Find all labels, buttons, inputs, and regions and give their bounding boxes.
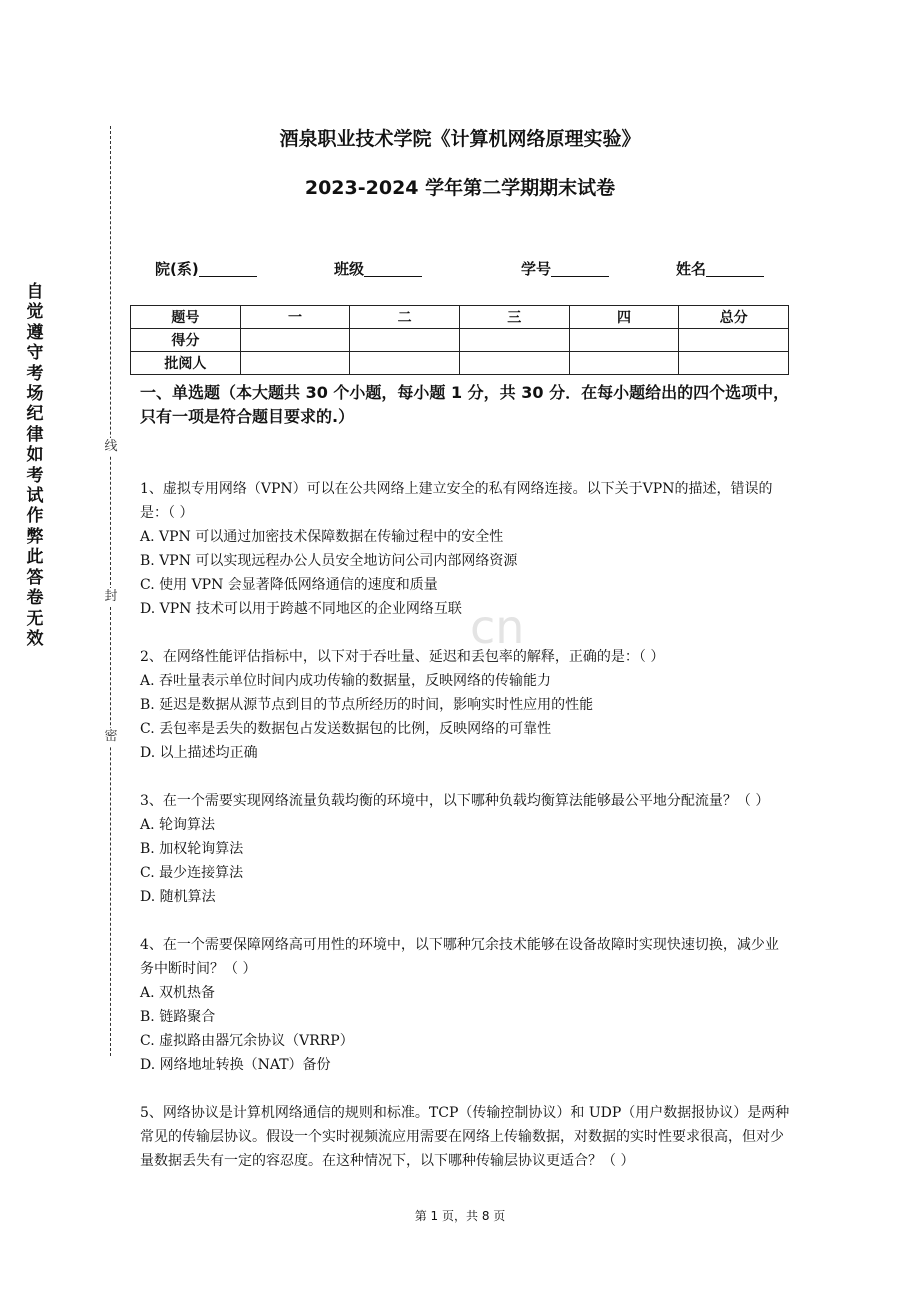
table-row — [131, 329, 789, 352]
option: B. 加权轮询算法 — [140, 841, 244, 857]
question-stem: 1、虚拟专用网络（VPN）可以在公共网络上建立安全的私有网络连接。以下关于VPN的描述，错误的是：（ ） — [140, 481, 773, 521]
table-cell[interactable] — [350, 329, 460, 352]
watermark: cn — [470, 600, 525, 654]
option: A. 双机热备 — [140, 985, 216, 1001]
option: D. 以上描述均正确 — [140, 745, 258, 761]
table-cell[interactable] — [679, 352, 789, 375]
question-stem: 5、网络协议是计算机网络通信的规则和标准。TCP（传输控制协议）和 UDP（用户数据报协议）是两种常见的传输层协议。假设一个实时视频流应用需要在网络上传输数据，对数据的实时性要求很高，但对少量数据丢失有一定的容忍度。在这种情况下，以下哪种传输层协议更适合？（ ） — [140, 1105, 790, 1169]
table-cell: 总分 — [679, 306, 789, 329]
question-5 — [140, 1101, 790, 1173]
table-cell: 二 — [350, 306, 460, 329]
table-cell[interactable] — [569, 329, 679, 352]
table-cell[interactable] — [569, 352, 679, 375]
table-cell[interactable] — [240, 329, 350, 352]
question-list — [140, 477, 790, 1173]
table-cell[interactable] — [240, 352, 350, 375]
field-blank[interactable] — [364, 261, 422, 277]
table-cell[interactable] — [679, 329, 789, 352]
table-cell[interactable] — [459, 352, 569, 375]
option: C. 虚拟路由器冗余协议（VRRP） — [140, 1033, 354, 1049]
table-cell: 批阅人 — [131, 352, 241, 375]
field-class: 班级 — [334, 258, 422, 279]
option: D. VPN 技术可以用于跨越不同地区的企业网络互联 — [140, 601, 462, 617]
page-footer: 第 1 页，共 8 页 — [414, 1209, 506, 1223]
table-row — [131, 352, 789, 375]
table-cell: 四 — [569, 306, 679, 329]
field-student-id: 学号 — [521, 258, 609, 279]
question-stem: 3、在一个需要实现网络流量负载均衡的环境中，以下哪种负载均衡算法能够最公平地分配流量？（ ） — [140, 793, 770, 809]
exam-title-line2: 2023-2024 学年第二学期期末试卷 — [304, 177, 616, 199]
seal-char-seal: 封 — [102, 588, 120, 606]
field-blank[interactable] — [706, 261, 764, 277]
option: A. VPN 可以通过加密技术保障数据在传输过程中的安全性 — [140, 529, 504, 545]
table-cell: 题号 — [131, 306, 241, 329]
option: B. VPN 可以实现远程办公人员安全地访问公司内部网络资源 — [140, 553, 518, 569]
question-2 — [140, 645, 790, 765]
table-cell: 一 — [240, 306, 350, 329]
table-cell: 得分 — [131, 329, 241, 352]
side-note-discipline: 自觉遵守考场纪律如考试作弊此答卷无效 — [26, 282, 44, 649]
field-name: 姓名 — [676, 258, 764, 279]
field-department: 院(系) — [155, 258, 257, 279]
table-row — [131, 306, 789, 329]
question-stem: 2、在网络性能评估指标中，以下对于吞吐量、延迟和丢包率的解释，正确的是：（ ） — [140, 649, 665, 665]
section-title: 一、单选题（本大题共 30 个小题，每小题 1 分，共 30 分．在每小题给出的四个选项中，只有一项是符合题目要求的.） — [140, 383, 790, 426]
option: D. 随机算法 — [140, 889, 216, 905]
option: C. 使用 VPN 会显著降低网络通信的速度和质量 — [140, 577, 438, 593]
question-1 — [140, 477, 790, 621]
question-3 — [140, 789, 790, 909]
option: C. 最少连接算法 — [140, 865, 244, 881]
option: B. 链路聚合 — [140, 1009, 216, 1025]
seal-char-line: 线 — [102, 438, 120, 456]
option: B. 延迟是数据从源节点到目的节点所经历的时间，影响实时性应用的性能 — [140, 697, 594, 713]
table-cell: 三 — [459, 306, 569, 329]
field-blank[interactable] — [551, 261, 609, 277]
question-4 — [140, 933, 790, 1077]
question-stem: 4、在一个需要保障网络高可用性的环境中，以下哪种冗余技术能够在设备故障时实现快速切换，减少业务中断时间？（ ） — [140, 937, 779, 977]
score-table — [130, 305, 789, 375]
option: C. 丢包率是丢失的数据包占发送数据包的比例，反映网络的可靠性 — [140, 721, 552, 737]
table-cell[interactable] — [350, 352, 460, 375]
seal-char-secret: 密 — [102, 728, 120, 746]
option: A. 轮询算法 — [140, 817, 216, 833]
option: A. 吞吐量表示单位时间内成功传输的数据量，反映网络的传输能力 — [140, 673, 552, 689]
option: D. 网络地址转换（NAT）备份 — [140, 1057, 331, 1073]
field-blank[interactable] — [199, 261, 257, 277]
table-cell[interactable] — [459, 329, 569, 352]
exam-title-line1: 酒泉职业技术学院《计算机网络原理实验》 — [279, 128, 641, 150]
